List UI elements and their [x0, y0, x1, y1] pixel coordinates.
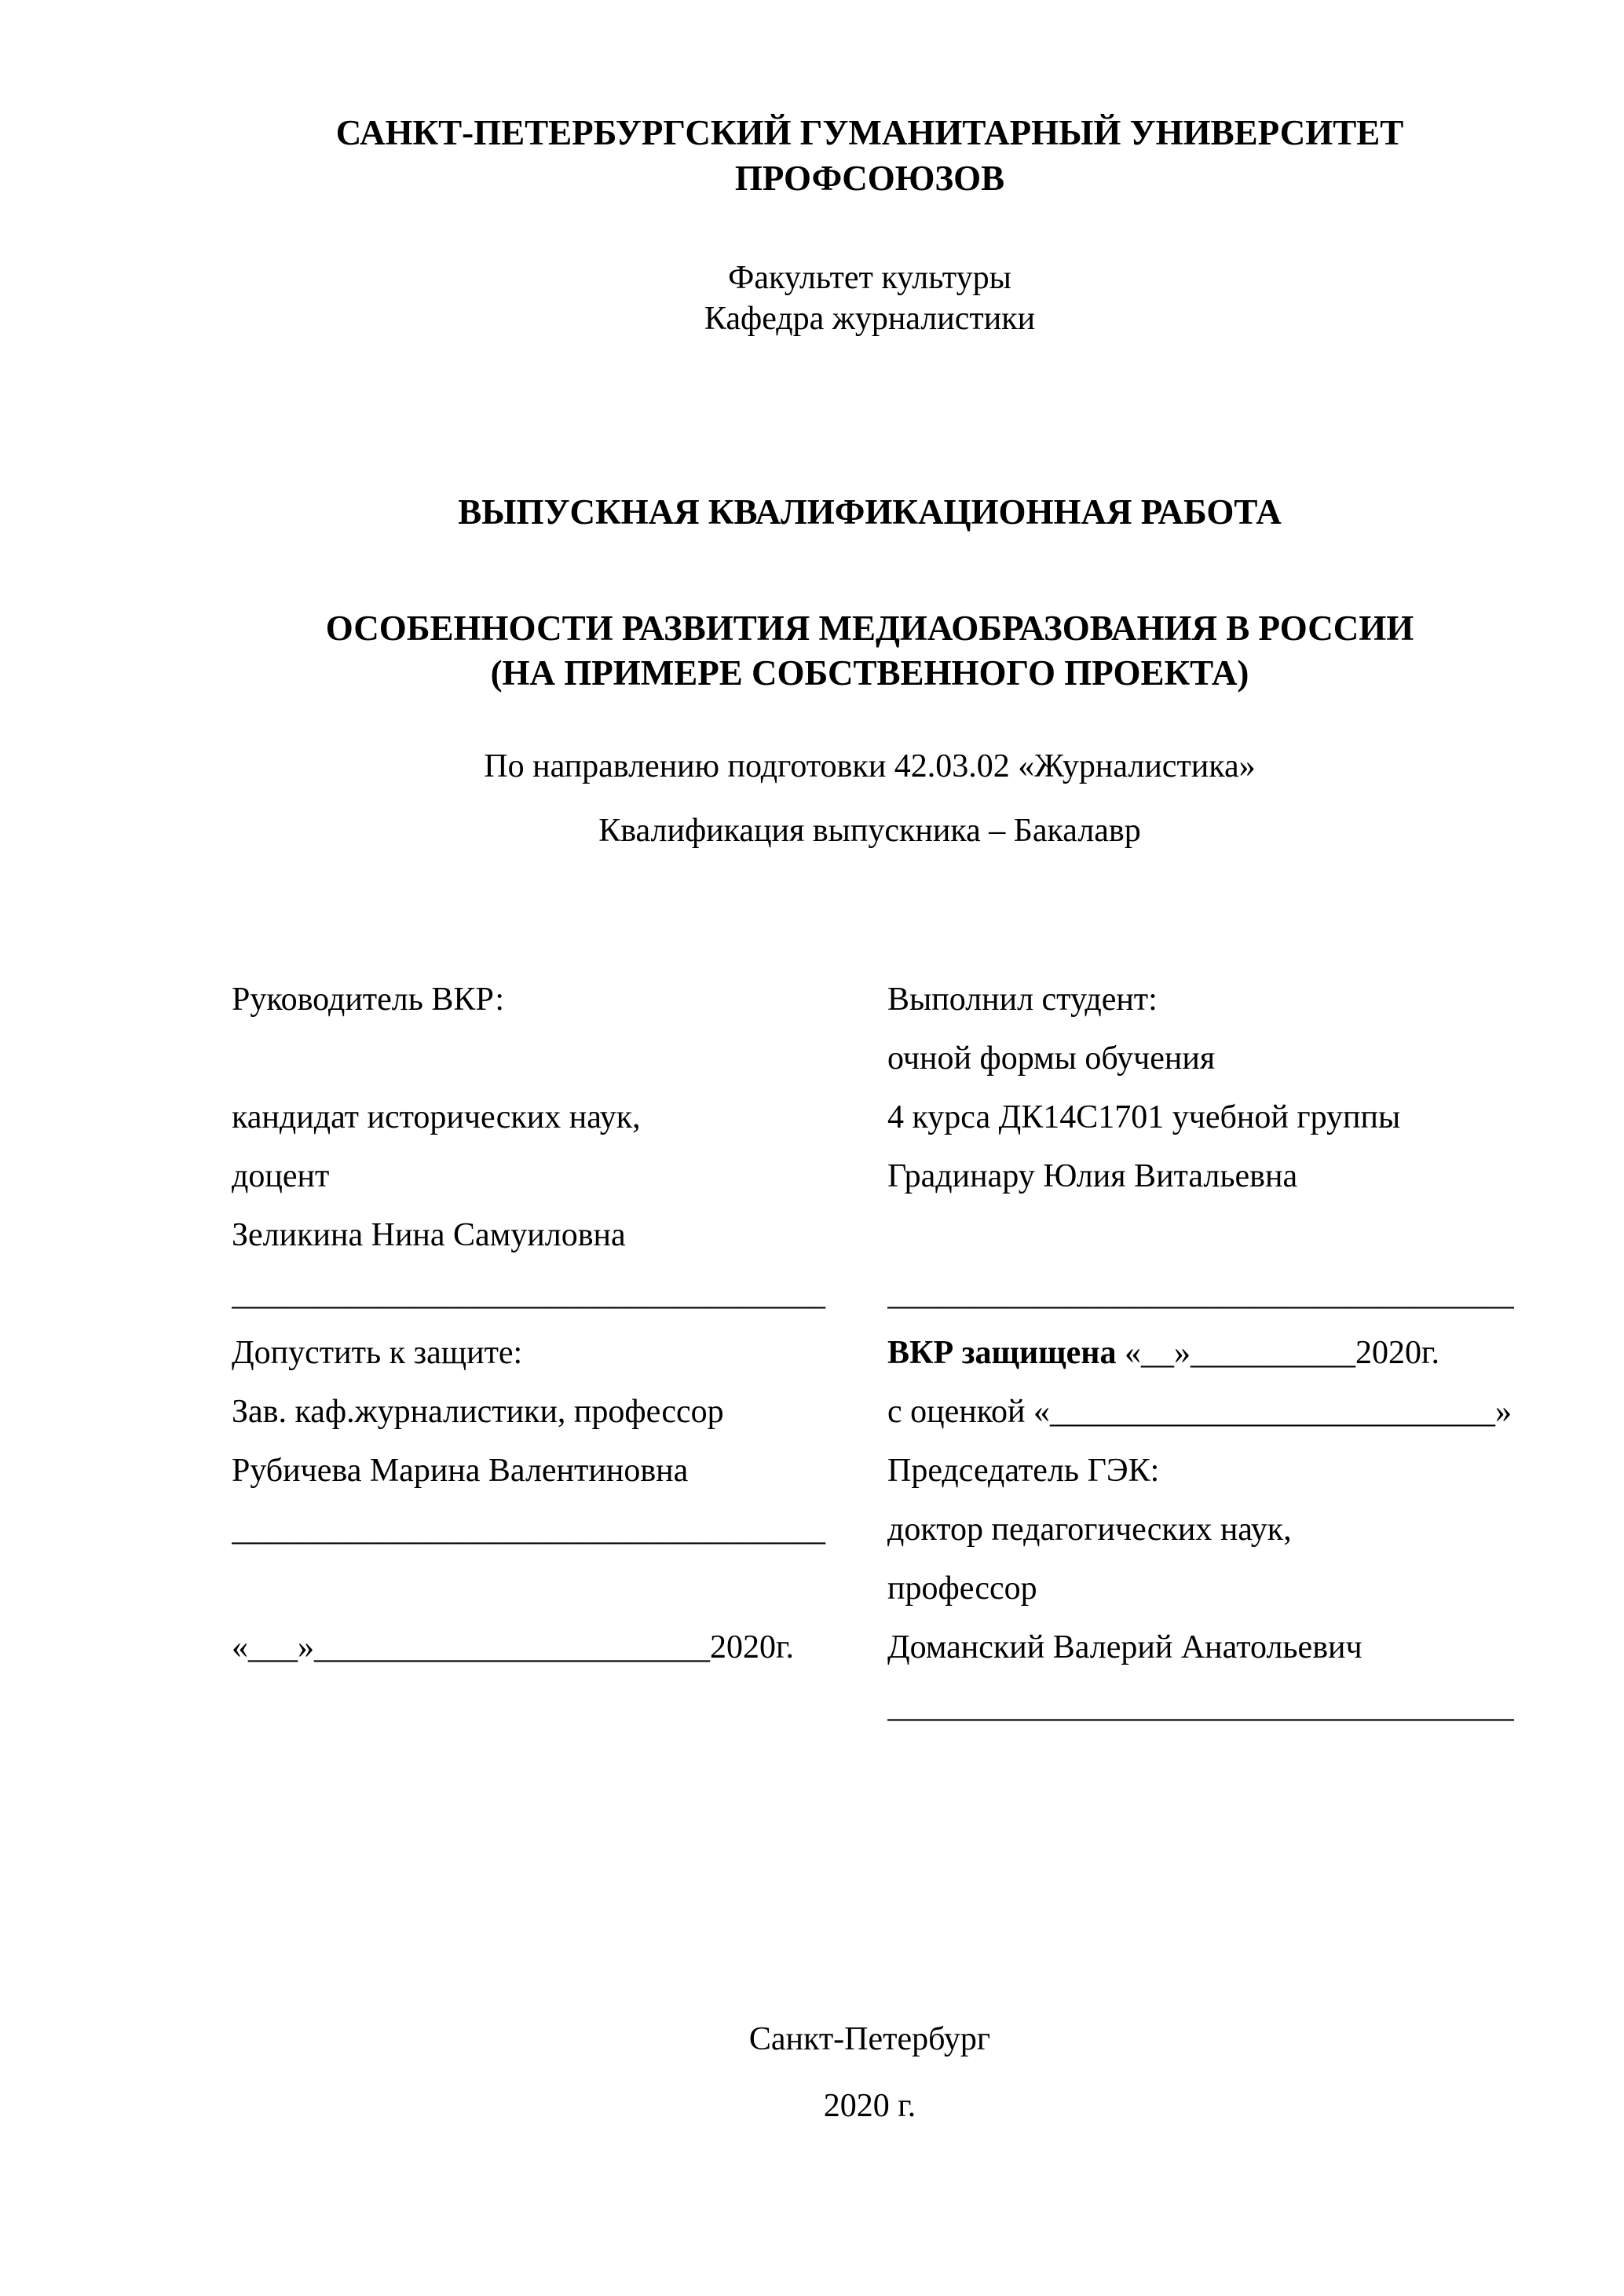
- student-name: Градинару Юлия Витальевна: [887, 1158, 1298, 1194]
- page-footer: [232, 2010, 1508, 2136]
- left-column: [232, 971, 887, 1736]
- student-heading: Выполнил студент:: [887, 982, 1158, 1018]
- admission-signature-line: ____________________________________: [232, 1512, 825, 1548]
- city-line: Санкт-Петербург: [748, 2021, 991, 2057]
- admission-approver-title: Зав. каф.журналистики, профессор: [232, 1394, 724, 1430]
- admission-approver-name: Рубичева Марина Валентиновна: [232, 1453, 689, 1489]
- student-study-form: очной формы обучения: [887, 1040, 1216, 1077]
- gek-chair-degree: доктор педагогических наук,: [887, 1512, 1292, 1548]
- gek-chair-heading: Председатель ГЭК:: [887, 1453, 1160, 1489]
- supervisor-position: доцент: [232, 1158, 330, 1194]
- university-name-line2: ПРОФСОЮЗОВ: [734, 159, 1005, 198]
- student-signature-line: ______________________________________: [887, 1276, 1514, 1312]
- faculty-name: Факультет культуры: [728, 260, 1011, 296]
- faculty-department-block: [232, 258, 1508, 339]
- supervisor-degree: кандидат исторических наук,: [232, 1099, 641, 1135]
- study-direction: По направлению подготовки 42.03.02 «Журналистика»: [484, 748, 1256, 784]
- student-group: 4 курса ДК14С1701 учебной группы: [887, 1099, 1401, 1135]
- supervisor-heading: Руководитель ВКР:: [232, 982, 505, 1018]
- spacer-row: [232, 1029, 887, 1088]
- signatures-section: [232, 971, 1514, 1736]
- admission-date-line: «___»________________________2020г.: [232, 1629, 794, 1665]
- thesis-title: [232, 606, 1508, 696]
- thesis-title-line1: ОСОБЕННОСТИ РАЗВИТИЯ МЕДИАОБРАЗОВАНИЯ В РОССИИ: [325, 609, 1414, 648]
- right-column: [887, 971, 1514, 1736]
- spacer-row: [887, 1206, 1514, 1265]
- defense-status-label: ВКР защищена: [887, 1335, 1117, 1371]
- supervisor-name: Зеликина Нина Самуиловна: [232, 1217, 626, 1253]
- work-type-heading: ВЫПУСКНАЯ КВАЛИФИКАЦИОННАЯ РАБОТА: [458, 492, 1282, 532]
- thesis-title-line2: (НА ПРИМЕРЕ СОБСТВЕННОГО ПРОЕКТА): [490, 653, 1249, 693]
- department-name: Кафедра журналистики: [704, 301, 1036, 337]
- spacer-row: [232, 1559, 887, 1618]
- defense-grade-line: с оценкой «___________________________»: [887, 1394, 1512, 1430]
- gek-chair-signature-line: ______________________________________: [887, 1688, 1514, 1724]
- university-name: [232, 110, 1508, 201]
- gek-chair-name: Доманский Валерий Анатольевич: [887, 1629, 1362, 1665]
- admission-heading: Допустить к защите:: [232, 1335, 523, 1371]
- gek-chair-position: профессор: [887, 1570, 1037, 1607]
- supervisor-signature-line: ____________________________________: [232, 1276, 825, 1312]
- university-name-line1: САНКТ-ПЕТЕРБУРГСКИЙ ГУМАНИТАРНЫЙ УНИВЕРСИТЕТ: [335, 113, 1404, 152]
- year-line: 2020 г.: [823, 2088, 916, 2124]
- qualification-line: Квалификация выпускника – Бакалавр: [598, 813, 1141, 849]
- defense-status-date: «__»__________2020г.: [1116, 1335, 1439, 1371]
- defense-status-line: [887, 1324, 1514, 1383]
